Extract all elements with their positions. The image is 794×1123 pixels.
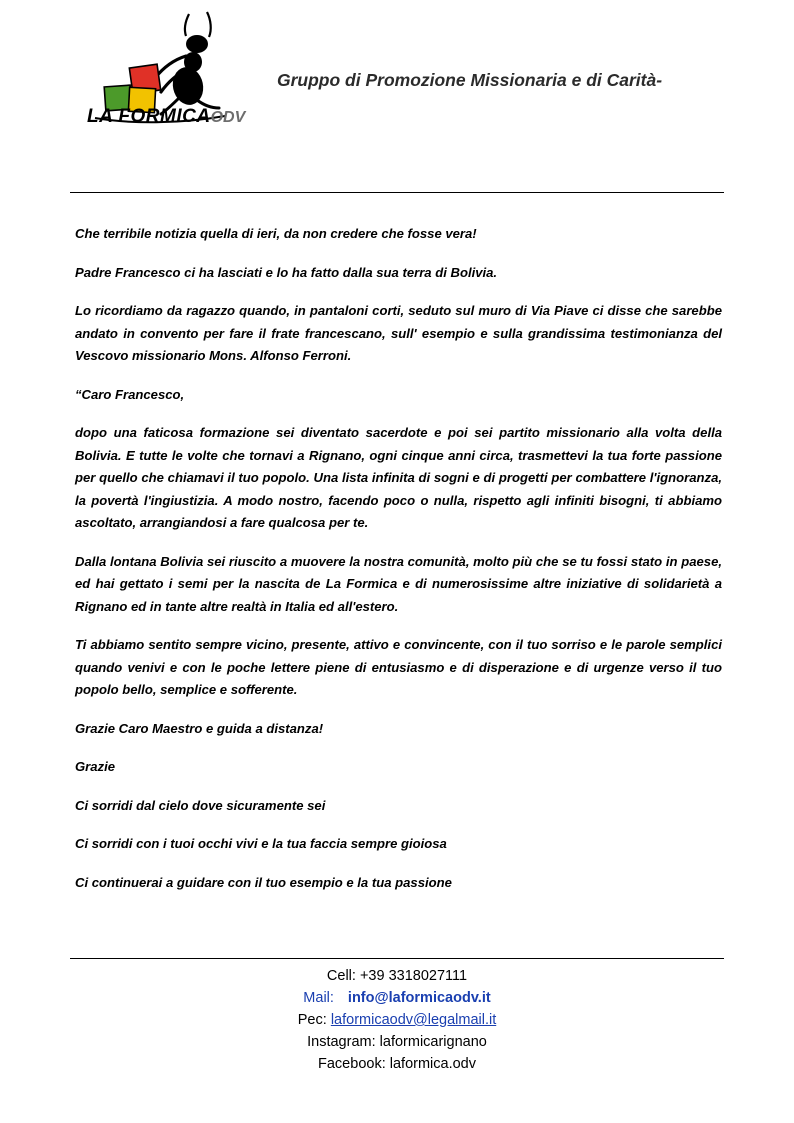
- contact-phone: Cell: +39 3318027111: [326, 967, 468, 984]
- letter-paragraph: “Caro Francesco,: [75, 386, 185, 402]
- letter-paragraph: dopo una faticosa formazione sei diventato sacerdote e poi sei partito missionario alla volta della Bolivia. E tutte le volte che tornavi a Rignano, ogni cinque anni circa, trasmettevi la tua forte passione per quello che chiamavi il tuo popolo. Una lista infinita di sogni e di progetti per combattere l'ignoranza, la povertà l'ingiustizia. A modo nostro, facendo poco o nulla, rispetto agli infiniti bisogni, ti abbiamo ascoltato, arrangiandosi a fare qualcosa per te.: [75, 425, 722, 531]
- letter-paragraph: Grazie: [75, 759, 116, 775]
- letter-paragraph: Lo ricordiamo da ragazzo quando, in pantaloni corti, seduto sul muro di Via Piave ci disse che sarebbe andato in convento per fare il frate francescano, sull' esempio e sulla grandissima testimonianza del Vescovo missionario Mons. Alfonso Ferroni.: [75, 303, 722, 364]
- document-footer: [0, 958, 794, 1075]
- contact-instagram: Instagram: laformicarignano: [307, 1033, 487, 1050]
- letter-paragraph: Ci continuerai a guidare con il tuo esempio e la tua passione: [75, 874, 452, 890]
- pec-link[interactable]: laformicaodv@legalmail.it: [330, 1011, 497, 1028]
- letter-paragraph: Che terribile notizia quella di ieri, da non credere che fosse vera!: [75, 226, 477, 241]
- contact-pec-row: [0, 1009, 794, 1031]
- letter-paragraph: Ti abbiamo sentito sempre vicino, presente, attivo e convincente, con il tuo sorriso e le parole semplici quando venivi e con le poche lettere piene di entusiasmo e di disperazione e di urgenze verso il tuo popolo bello, semplice e sofferente.: [75, 637, 722, 698]
- organization-title: Gruppo di Promozione Missionaria e di Carità-: [277, 70, 663, 90]
- logo: [85, 8, 255, 143]
- letter-paragraph: Grazie Caro Maestro e guida a distanza!: [75, 720, 324, 736]
- contact-mail-row: [0, 987, 794, 1009]
- logo-wordmark: [87, 106, 245, 128]
- letter-paragraph: Ci sorridi dal cielo dove sicuramente sei: [75, 797, 326, 813]
- logo-suffix: ODV: [210, 109, 246, 126]
- letter-paragraph: Padre Francesco ci ha lasciati e lo ha fatto dalla sua terra di Bolivia.: [75, 264, 498, 280]
- letter-paragraph: Dalla lontana Bolivia sei riuscito a muovere la nostra comunità, molto più che se tu fossi stato in paese, ed hai gettato i semi per la nascita de La Formica e di numerosissime altre iniziative di solidarietà a Rignano ed in tante altre realtà in Italia ed all'estero.: [75, 553, 722, 614]
- mail-label: Mail:: [303, 989, 334, 1006]
- letter-body: [0, 193, 794, 894]
- letter-paragraph: Ci sorridi con i tuoi occhi vivi e la tua faccia sempre gioiosa: [75, 836, 447, 852]
- document-header: [0, 0, 794, 150]
- mail-link[interactable]: info@laformicaodv.it: [347, 989, 491, 1006]
- footer-divider: [70, 958, 724, 959]
- pec-label: Pec:: [297, 1011, 327, 1028]
- contact-block: [0, 965, 794, 1075]
- logo-name: LA FORMICA: [87, 106, 211, 127]
- contact-facebook: Facebook: laformica.odv: [318, 1055, 476, 1072]
